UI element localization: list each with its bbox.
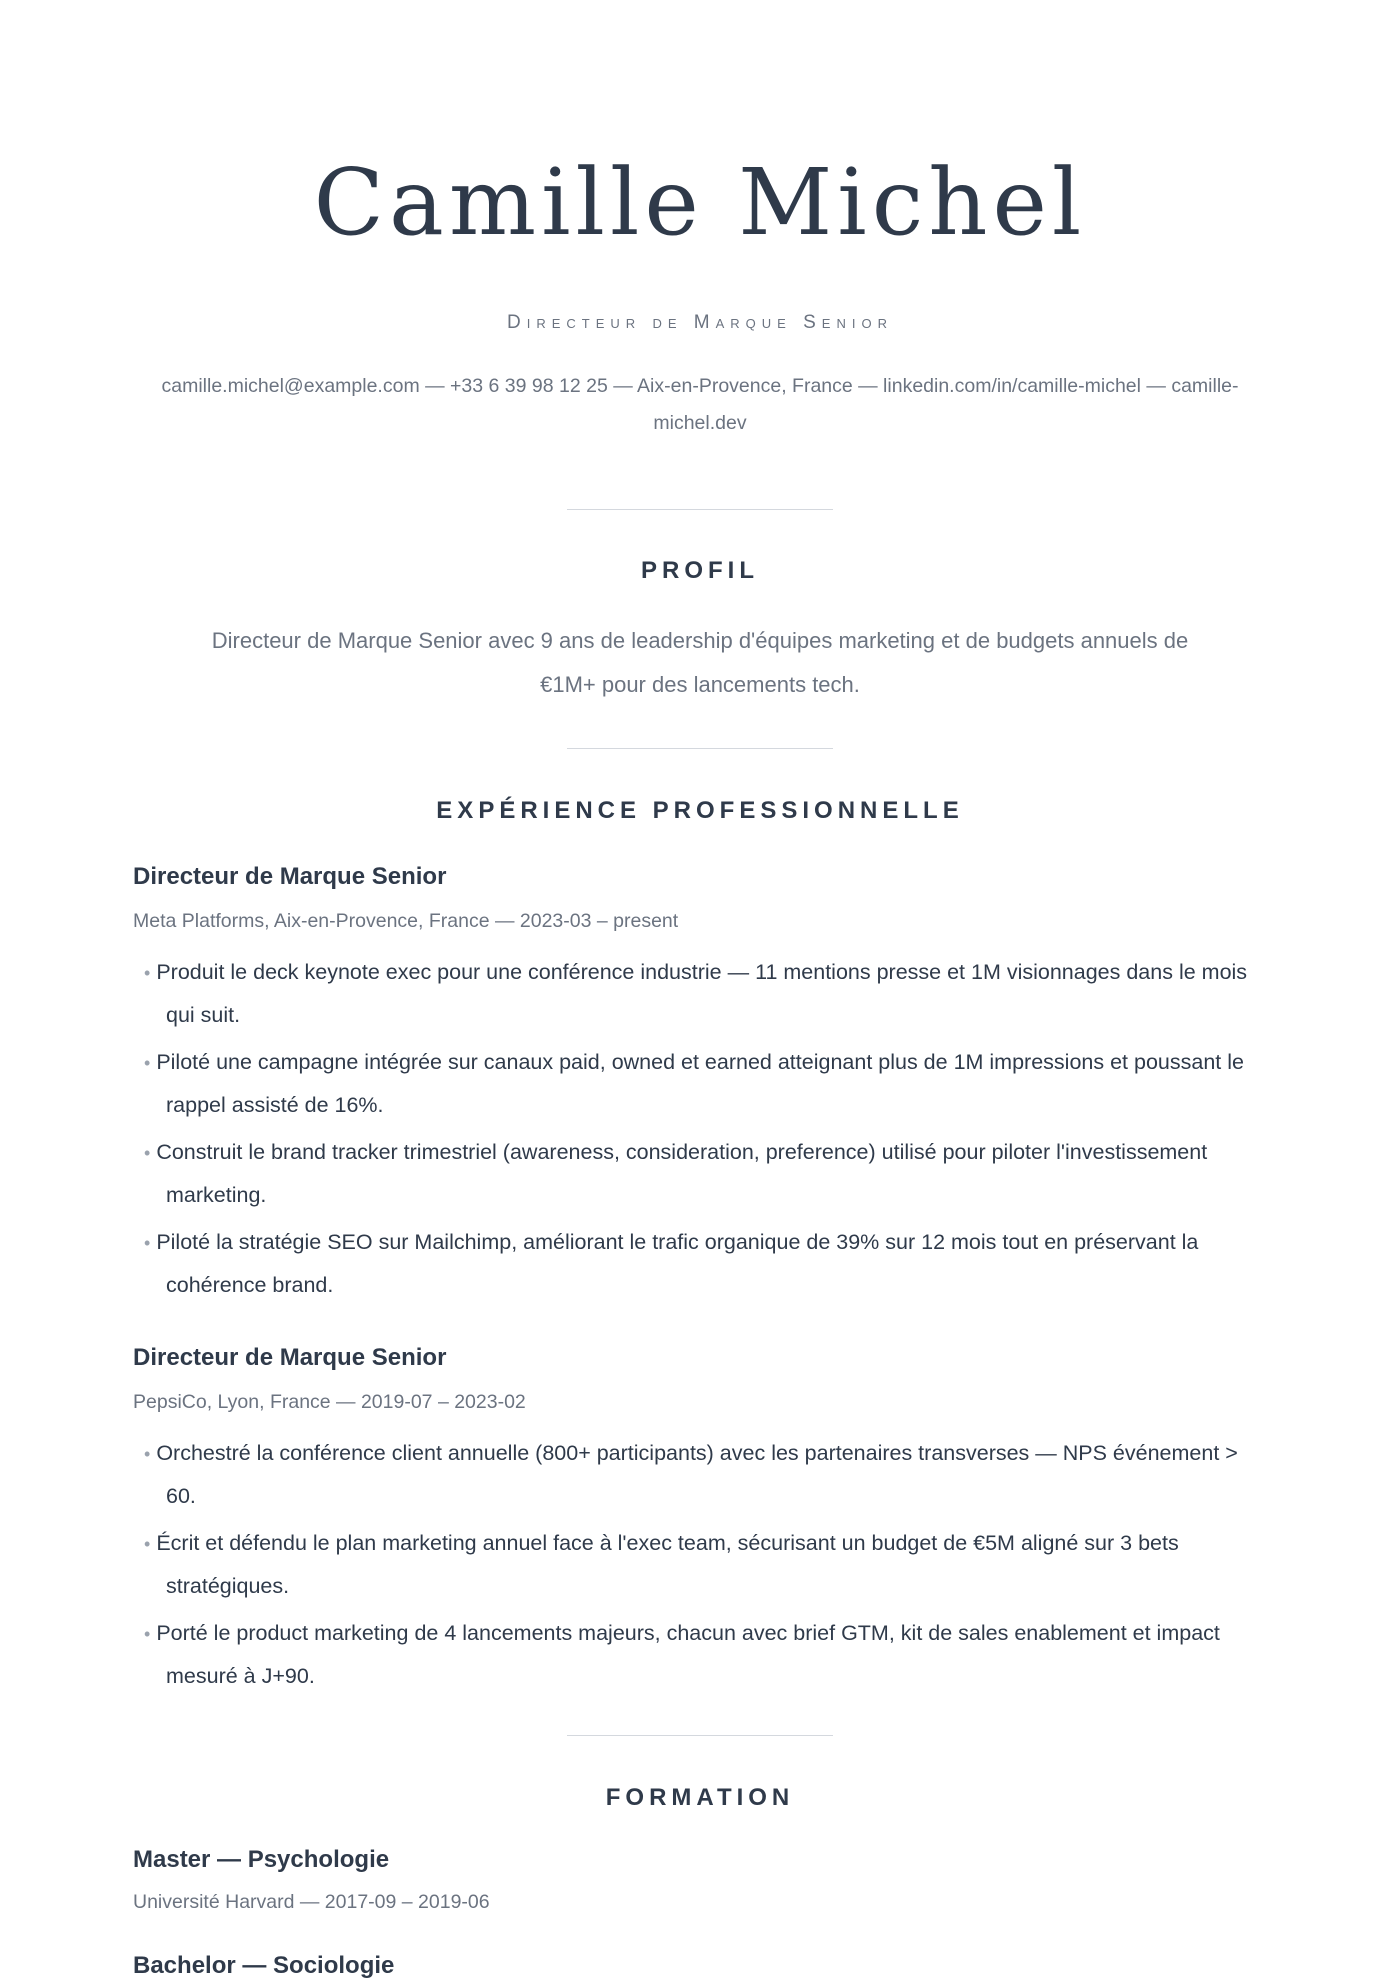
experience-section (133, 859, 1267, 1697)
degree-title: Master — Psychologie (133, 1846, 390, 1873)
bullet-item (133, 1432, 1267, 1517)
job-meta: Meta Platforms, Aix-en-Provence, France — 2023-03 – present (133, 910, 679, 932)
bullet-text: Construit le brand tracker trimestriel (awareness, consideration, preference) utilisé pour piloter l'investissement marketing. (156, 1140, 1208, 1207)
section-divider (567, 748, 833, 749)
profile-summary: Directeur de Marque Senior avec 9 ans de leadership d'équipes marketing et de budgets annuels de €1M+ pour des lancements tech. (211, 628, 1189, 697)
bullet-dot-icon: • (144, 1233, 151, 1253)
bullet-text: Écrit et défendu le plan marketing annuel face à l'exec team, sécurisant un budget de €5M aligné sur 3 bets stratégiques. (156, 1531, 1179, 1598)
education-entry (133, 1842, 1267, 1918)
experience-heading: EXPÉRIENCE PROFESSIONNELLE (436, 797, 964, 824)
job-title: Directeur de Marque Senior (133, 1344, 447, 1371)
bullet-item (133, 1612, 1267, 1697)
section-divider (567, 509, 833, 510)
education-entry (133, 1948, 1267, 1984)
bullet-item (133, 1522, 1267, 1607)
bullet-text: Piloté une campagne intégrée sur canaux paid, owned et earned atteignant plus de 1M impressions et poussant le rappel assisté de 16%. (156, 1050, 1244, 1117)
education-section (133, 1842, 1267, 1984)
job-entry (133, 859, 1267, 1306)
bullet-dot-icon: • (144, 1143, 151, 1163)
contact-line: camille.michel@example.com — +33 6 39 98 12 25 — Aix-en-Provence, France — linkedin.com/in/camille-michel — camille-michel.dev (161, 375, 1239, 434)
bullet-text: Produit le deck keynote exec pour une conférence industrie — 11 mentions presse et 1M visionnages dans le mois qui suit. (156, 960, 1248, 1027)
bullet-item (133, 1221, 1267, 1306)
section-divider (567, 1735, 833, 1736)
bullet-dot-icon: • (144, 1534, 151, 1554)
bullet-dot-icon: • (144, 1053, 151, 1073)
profile-heading: PROFIL (641, 557, 759, 584)
degree-title: Bachelor — Sociologie (133, 1952, 395, 1979)
bullet-dot-icon: • (144, 1624, 151, 1644)
bullet-item (133, 951, 1267, 1036)
bullet-text: Orchestré la conférence client annuelle (800+ participants) avec les partenaires transverses — NPS événement > 60. (156, 1441, 1238, 1508)
education-heading: FORMATION (605, 1784, 795, 1811)
degree-meta: Université Harvard — 2017-09 – 2019-06 (133, 1891, 490, 1913)
job-title: Directeur de Marque Senior (133, 863, 447, 890)
resume-header (0, 0, 1400, 442)
bullet-item (133, 1041, 1267, 1126)
bullet-text: Piloté la stratégie SEO sur Mailchimp, améliorant le trafic organique de 39% sur 12 mois tout en préservant la cohérence brand. (156, 1230, 1199, 1297)
bullet-item (133, 1131, 1267, 1216)
bullet-dot-icon: • (144, 1444, 151, 1464)
bullet-dot-icon: • (144, 963, 151, 983)
job-bullets (133, 1432, 1267, 1697)
job-bullets (133, 951, 1267, 1306)
bullet-text: Porté le product marketing de 4 lancements majeurs, chacun avec brief GTM, kit de sales enablement et impact mesuré à J+90. (156, 1621, 1220, 1688)
candidate-title: Directeur de Marque Senior (507, 312, 893, 333)
candidate-name: Camille Michel (313, 149, 1087, 256)
job-meta: PepsiCo, Lyon, France — 2019-07 – 2023-02 (133, 1391, 526, 1413)
job-entry (133, 1340, 1267, 1697)
